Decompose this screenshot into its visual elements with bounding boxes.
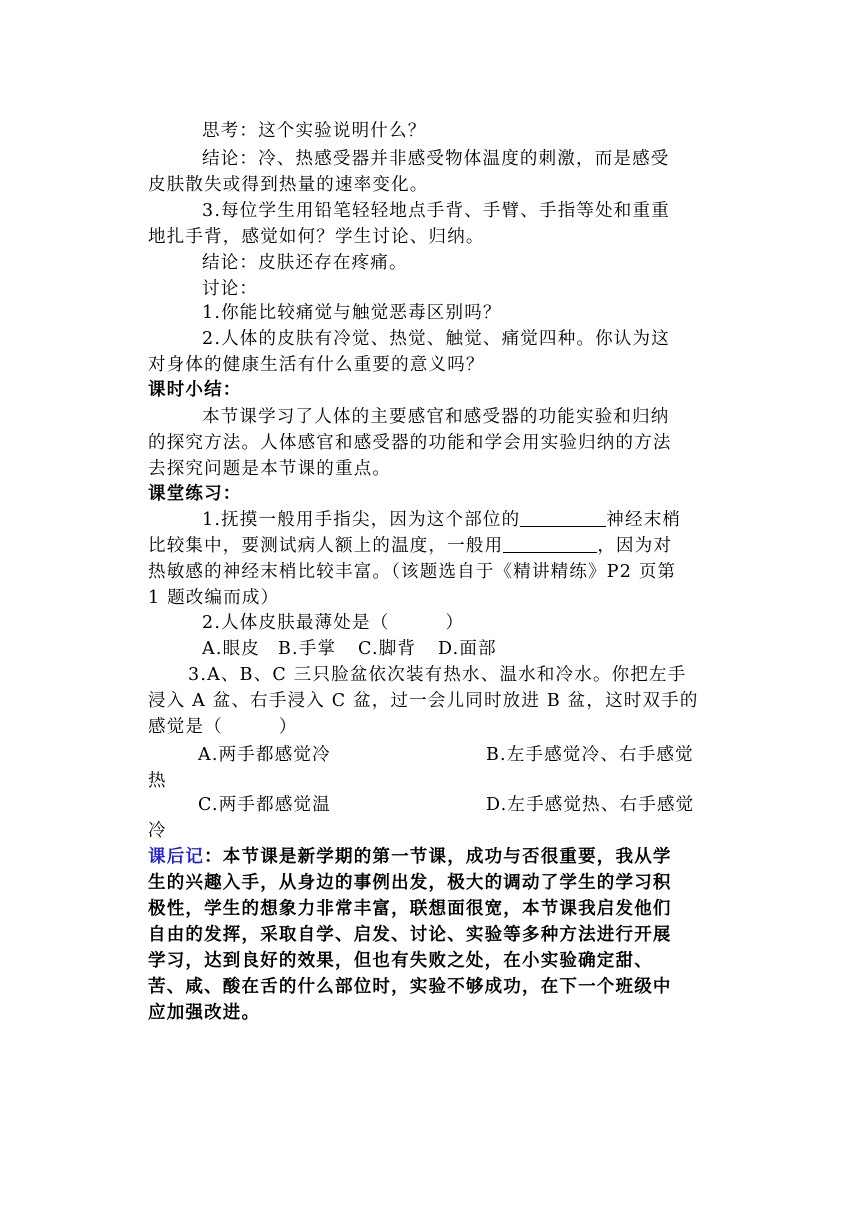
exercise-q2-options bbox=[202, 636, 497, 662]
reflection-line-4: 自由的发挥，采取自学、启发、讨论、实验等多种方法进行开展 bbox=[148, 925, 672, 945]
discussion-item-2-line-2: 对身体的健康生活有什么重要的意义吗？ bbox=[148, 355, 485, 375]
reflection-line-7: 应加强改进。 bbox=[148, 1003, 261, 1023]
reflection-line-1: 课后记：本节课是新学期的第一节课，成功与否很重要，我从学 bbox=[148, 847, 672, 867]
reflection-line-2: 生的兴趣入手，从身边的事例出发，极大的调动了学生的学习积 bbox=[148, 873, 672, 893]
exercise-q1-line-2: 比较集中，要测试病人额上的温度，一般用 ，因为对 bbox=[148, 536, 673, 556]
exercise-q3-option-b: B.左手感觉冷、右手感觉 bbox=[486, 745, 694, 765]
exercise-q3-line-2: 浸入 A 盆、右手浸入 C 盆，过一会儿同时放进 B 盆，这时双手的 bbox=[148, 691, 699, 711]
exercise-q1-line-3: 热敏感的神经末梢比较丰富。（该题选自于《精讲精练》P2 页第 bbox=[148, 562, 677, 582]
step-3-line-2: 地扎手背，感觉如何？学生讨论、归纳。 bbox=[148, 227, 485, 247]
exercise-q1-line-1: 1.抚摸一般用手指尖，因为这个部位的 神经末梢 bbox=[202, 510, 682, 530]
option-c: C.脚背 bbox=[358, 639, 417, 659]
reflection-line-6: 苦、咸、酸在舌的什么部位时，实验不够成功，在下一个班级中 bbox=[148, 977, 672, 997]
exercise-q3-option-b-wrap: 热 bbox=[148, 771, 167, 791]
discussion-label: 讨论： bbox=[202, 279, 259, 299]
answer-blank-2[interactable] bbox=[503, 534, 597, 553]
exercise-q3-option-d-wrap: 冷 bbox=[148, 821, 167, 841]
thinking-question: 思考：这个实验说明什么？ bbox=[202, 121, 427, 141]
exercise-heading: 课堂练习： bbox=[148, 484, 242, 504]
exercise-q2: 2.人体皮肤最薄处是（ ） bbox=[202, 613, 465, 633]
conclusion-1-line-2: 皮肤散失或得到热量的速率变化。 bbox=[148, 175, 429, 195]
exercise-q3-option-a: A.两手都感觉冷 bbox=[198, 745, 331, 765]
exercise-q3-option-c: C.两手都感觉温 bbox=[198, 795, 331, 815]
option-d: D.面部 bbox=[438, 639, 497, 659]
reflection-label: 课后记 bbox=[148, 847, 205, 867]
step-3-line-1: 3.每位学生用铅笔轻轻地点手背、手臂、手指等处和重重 bbox=[202, 201, 670, 221]
option-b: B.手掌 bbox=[278, 639, 337, 659]
summary-line-2: 的探究方法。人体感官和感受器的功能和学会用实验归纳的方法 bbox=[148, 433, 672, 453]
exercise-q3-line-3: 感觉是（ ） bbox=[148, 717, 298, 737]
exercise-q3-line-1: 3.A、B、C 三只脸盆依次装有热水、温水和冷水。你把左手 bbox=[188, 665, 687, 685]
discussion-item-1: 1.你能比较痛觉与触觉恶毒区别吗？ bbox=[202, 303, 502, 323]
reflection-line-3: 极性，学生的想象力非常丰富，联想面很宽，本节课我启发他们 bbox=[148, 899, 672, 919]
answer-blank-1[interactable] bbox=[520, 508, 606, 527]
exercise-q1-line-4: 1 题改编而成） bbox=[148, 588, 280, 608]
exercise-q3-option-d: D.左手感觉热、右手感觉 bbox=[486, 795, 695, 815]
conclusion-2: 结论：皮肤还存在疼痛。 bbox=[202, 253, 408, 273]
option-a: A.眼皮 bbox=[202, 639, 261, 659]
conclusion-1-line-1: 结论：冷、热感受器并非感受物体温度的刺激，而是感受 bbox=[202, 149, 670, 169]
summary-line-3: 去探究问题是本节课的重点。 bbox=[148, 459, 392, 479]
reflection-line-5: 学习，达到良好的效果，但也有失败之处，在小实验确定甜、 bbox=[148, 951, 653, 971]
summary-heading: 课时小结： bbox=[148, 380, 242, 400]
discussion-item-2-line-1: 2.人体的皮肤有冷觉、热觉、触觉、痛觉四种。你认为这 bbox=[202, 329, 670, 349]
summary-line-1: 本节课学习了人体的主要感官和感受器的功能实验和归纳 bbox=[202, 407, 670, 427]
